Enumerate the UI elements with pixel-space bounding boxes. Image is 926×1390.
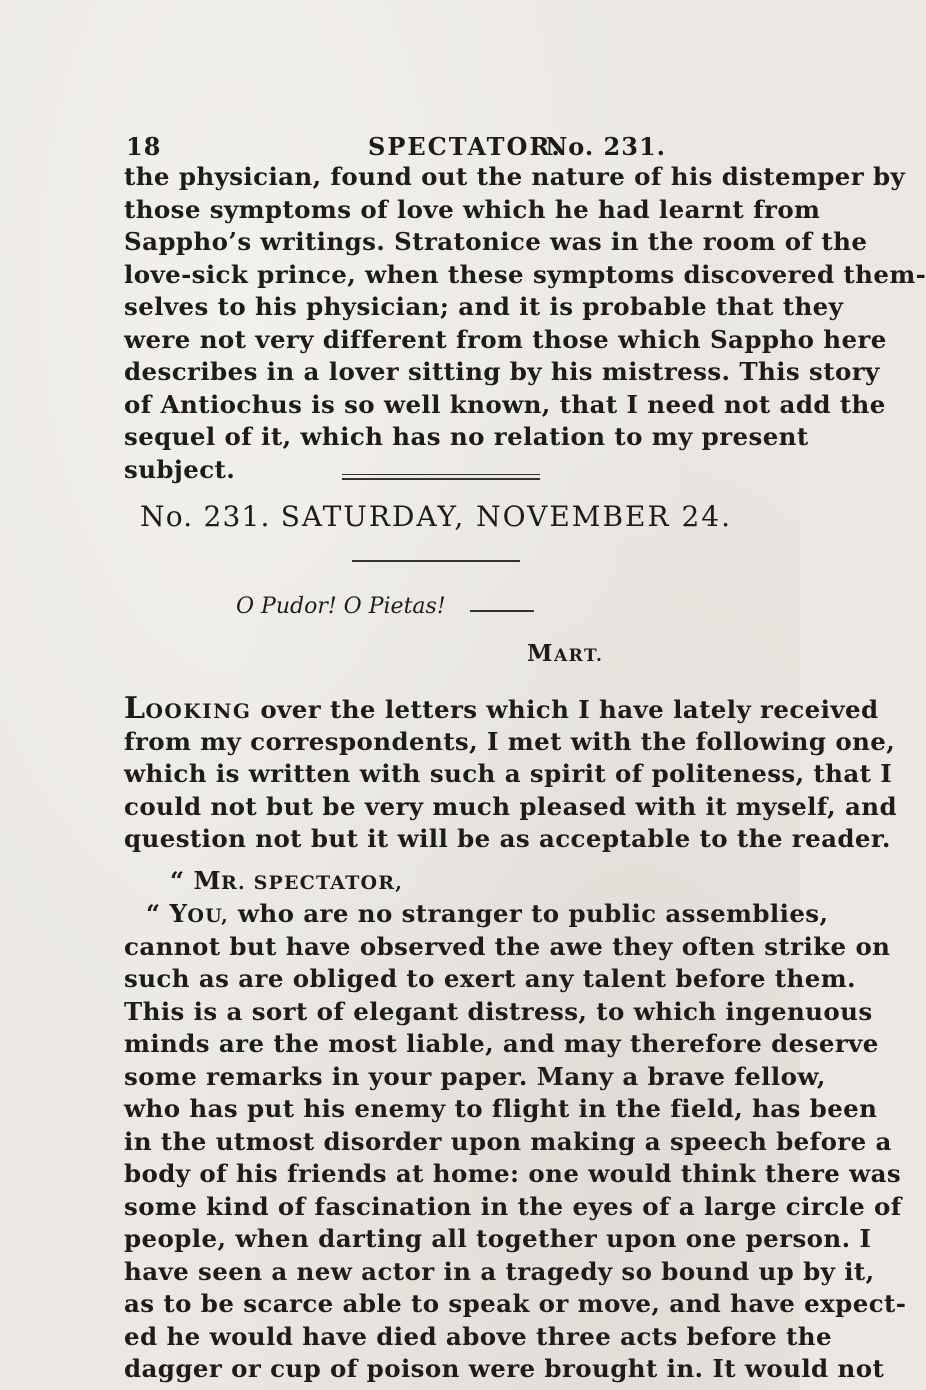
text-line: subject. (124, 454, 236, 484)
epigraph: O Pudor! O Pietas! (236, 594, 446, 619)
text-line: “ YOU, who are no stranger to public assemblies, (146, 899, 829, 928)
text-line: describes in a lover sitting by his mistress. This story (124, 357, 880, 386)
text-line: LOOKING over the letters which I have lately received (124, 691, 879, 726)
double-rule-top (342, 474, 540, 475)
text-line: were not very different from those which Sappho here (124, 324, 887, 354)
text-line: selves to his physician; and it is probable that they (124, 292, 844, 321)
text-line: body of his friends at home: one would think there was (124, 1159, 902, 1188)
letter-body (124, 898, 907, 1386)
text-line: as to be scarce able to speak or move, and have expect- (124, 1289, 907, 1318)
text-line: the physician, found out the nature of his distemper by (124, 162, 906, 191)
issue-number-header: No. 231. (545, 132, 666, 161)
text-line: which is written with such a spirit of politeness, that I (124, 759, 893, 788)
text-line: This is a sort of elegant distress, to which ingenuous (124, 996, 873, 1026)
ornament-rule (352, 560, 520, 562)
page-number: 18 (126, 132, 162, 161)
text-line: some remarks in your paper. Many a brave fellow, (124, 1061, 826, 1091)
text-line: some kind of fascination in the eyes of a large circle of (124, 1191, 902, 1221)
text-line: Sappho’s writings. Stratonice was in the room of the (124, 227, 868, 256)
letter-salutation: “ MR. SPECTATOR, (170, 866, 404, 895)
paragraph-looking (124, 691, 898, 856)
text-line: could not but be very much pleased with it myself, and (124, 791, 898, 821)
issue-date: SATURDAY, NOVEMBER 24. (280, 500, 732, 533)
text-line: in the utmost disorder upon making a speech before a (124, 1126, 892, 1156)
text-line: cannot but have observed the awe they often strike on (124, 931, 891, 961)
running-title: SPECTATOR. (368, 132, 562, 161)
text-line: have seen a new actor in a tragedy so bound up by it, (124, 1256, 875, 1286)
epigraph-author: MART. (527, 640, 604, 667)
intro-paragraph (124, 161, 926, 486)
text-line: such as are obliged to exert any talent before them. (124, 964, 856, 993)
text-line: from my correspondents, I met with the following one, (124, 726, 896, 756)
text-line: ed he would have died above three acts before the (124, 1321, 832, 1351)
text-line: who has put his enemy to flight in the field, has been (124, 1094, 878, 1123)
text-line: question not but it will be as acceptable to the reader. (124, 824, 891, 853)
text-line: dagger or cup of poison were brought in. It would not (124, 1354, 885, 1383)
text-line: sequel of it, which has no relation to my present (124, 422, 809, 451)
text-line: of Antiochus is so well known, that I need not add the (124, 389, 886, 419)
text-line: people, when darting all together upon one person. I (124, 1224, 872, 1253)
double-rule-bottom (342, 478, 540, 480)
epigraph-dash (470, 610, 534, 612)
text-line: minds are the most liable, and may therefore deserve (124, 1029, 879, 1058)
text-line: those symptoms of love which he had learnt from (124, 194, 821, 224)
text-line: love-sick prince, when these symptoms discovered them- (124, 259, 926, 289)
issue-number: No. 231. (140, 500, 271, 533)
issue-title (140, 500, 732, 533)
